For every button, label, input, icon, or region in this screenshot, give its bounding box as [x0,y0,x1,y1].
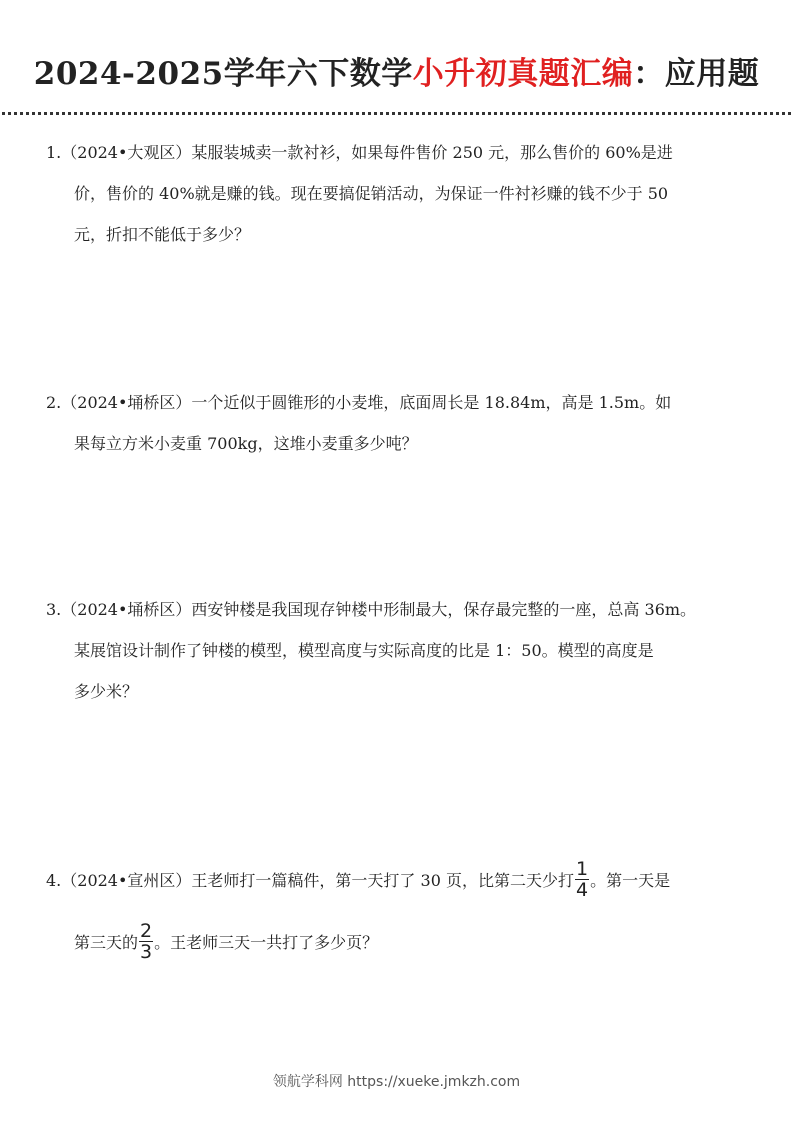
question-1 [46,132,751,255]
fraction-denominator: 3 [140,941,153,963]
page-title [0,48,793,93]
question-3-line-2: 某展馆设计制作了钟楼的模型，模型高度与实际高度的比是 1：50。模型的高度是 [74,641,654,660]
fraction-denominator: 4 [575,879,589,901]
dotted-divider [2,112,791,115]
question-4-line-1-text: 4.（2024•宣州区）王老师打一篇稿件，第一天打了 30 页，比第二天少打 [46,871,574,890]
question-4-line-1 [46,850,751,912]
question-3-line-3: 多少米？ [74,682,139,701]
fraction-two-thirds [139,921,153,962]
question-1-line-2: 价，售价的 40%就是赚的钱。现在要搞促销活动，为保证一件衬衫赚的钱不少于 50 [74,184,669,203]
question-4-line-1-tail: 。第一天是 [590,871,671,890]
question-2-line-1: 2.（2024•埇桥区）一个近似于圆锥形的小麦堆，底面周长是 18.84m，高是 1.5m。如 [46,393,672,412]
title-highlight: 小升初真题汇编 [412,56,634,92]
question-4-line-2-tail: 。王老师三天一共打了多少页？ [154,933,379,952]
question-1-line-1: 1.（2024•大观区）某服装城卖一款衬衫，如果每件售价 250 元，那么售价的 60%是进 [46,143,673,162]
question-1-line-3: 元，折扣不能低于多少？ [74,225,251,244]
question-3 [46,589,751,712]
question-2-line-2: 果每立方米小麦重 700kg，这堆小麦重多少吨？ [74,434,418,453]
question-3-line-1: 3.（2024•埇桥区）西安钟楼是我国现存钟楼中形制最大，保存最完整的一座，总高 36m。 [46,600,697,619]
title-part-3: ：应用题 [633,56,760,92]
question-4 [46,850,751,974]
fraction-numerator: 1 [575,858,589,880]
footer-watermark: 领航学科网 https://xueke.jmkzh.com [272,1074,521,1090]
fraction-one-quarter [575,859,589,900]
question-4-line-2 [46,912,751,974]
title-part-1: 2024-2025学年六下数学 [33,56,413,92]
question-2 [46,382,751,464]
fraction-numerator: 2 [140,920,153,942]
question-4-line-2-text: 第三天的 [74,933,139,952]
